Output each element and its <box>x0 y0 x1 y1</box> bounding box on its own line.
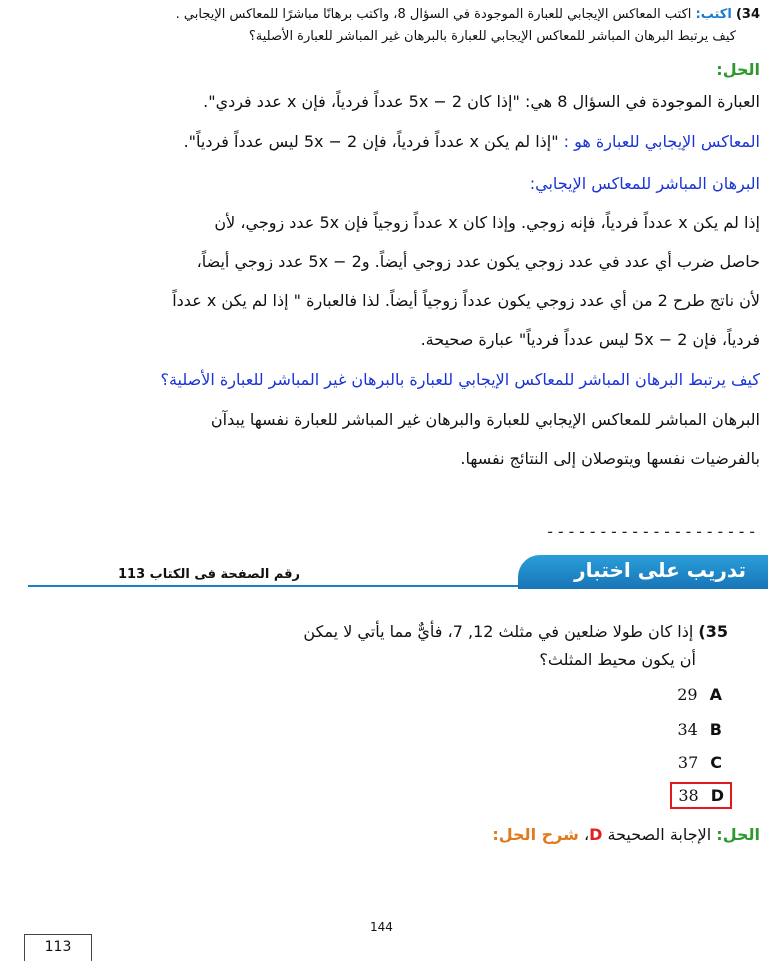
proof-line: حاصل ضرب أي عدد في عدد زوجي يكون عدد زوجي أيضاً. و2 − 5x عدد زوجي أيضاً، <box>196 252 760 271</box>
page-number: 144 <box>370 920 393 934</box>
explanation-label: شرح الحل: <box>492 825 579 844</box>
answer-letter: D <box>589 825 603 844</box>
dashed-divider: -------------------- <box>545 522 758 541</box>
solution-label: الحل: <box>716 60 760 79</box>
contrapositive-statement <box>8 132 760 151</box>
question-35-text: إذا كان طولا ضلعين في مثلث 12, 7، فأيٌّ مما يأتي لا يمكن <box>303 622 694 641</box>
option-letter: B <box>709 720 722 739</box>
question-34-line2: كيف يرتبط البرهان المباشر للمعاكس الإيجابي للعبارة بالبرهان غير المباشر للعبارة الأصلية؟ <box>248 29 736 44</box>
question-34 <box>8 4 760 48</box>
book-page-box: 113 <box>24 934 92 961</box>
original-statement-prefix: العبارة الموجودة في السؤال 8 هي: <box>524 92 760 111</box>
answer-separator: ، <box>583 825 590 844</box>
banner-page-ref: رقم الصفحة فى الكتاب 113 <box>118 567 301 582</box>
option-d-selected[interactable] <box>670 786 732 805</box>
question-number: 35) <box>698 622 728 641</box>
contrapositive-text: "إذا لم يكن x عدداً فردياً، فإن 2 − 5x ليس عدداً فردياً". <box>183 132 559 151</box>
option-c[interactable] <box>622 753 722 772</box>
direct-proof-heading: البرهان المباشر للمعاكس الإيجابي: <box>529 174 760 193</box>
answer-line <box>492 825 760 844</box>
option-b[interactable] <box>622 720 722 739</box>
answer-text: الإجابة الصحيحة <box>607 825 712 844</box>
question-34-line1 <box>8 4 760 26</box>
question-35-line1 <box>168 618 728 646</box>
option-letter: C <box>710 753 722 772</box>
original-statement <box>8 92 760 111</box>
relation-answer-line: البرهان المباشر للمعاكس الإيجابي للعبارة والبرهان غير المباشر للعبارة نفسها يبدآن <box>210 410 760 429</box>
banner-title: تدريب على اختبار <box>574 558 746 582</box>
test-practice-banner <box>28 555 768 589</box>
option-letter: A <box>709 685 722 704</box>
banner-underline <box>28 585 518 587</box>
option-value: 38 <box>678 786 699 805</box>
option-letter: D <box>710 786 724 805</box>
option-a[interactable] <box>622 685 722 704</box>
proof-line: لأن ناتج طرح 2 من أي عدد زوجي يكون عدداً زوجياً أيضاً. لذا فالعبارة " إذا لم يكن x عدداً <box>172 291 760 310</box>
option-value: 37 <box>677 753 699 772</box>
proof-line: فردياً، فإن 2 − 5x ليس عدداً فردياً" عبارة صحيحة. <box>420 330 760 349</box>
question-35-line2: أن يكون محيط المثلث؟ <box>539 650 696 669</box>
contrapositive-prefix: المعاكس الإيجابي للعبارة هو : <box>563 132 760 151</box>
write-keyword: اكتب: <box>695 7 732 22</box>
original-statement-text: "إذا كان 2 − 5x عدداً فردياً، فإن x عدد فردي". <box>203 92 520 111</box>
relation-question: كيف يرتبط البرهان المباشر للمعاكس الإيجابي للعبارة بالبرهان غير المباشر للعبارة الأصلية؟ <box>160 370 760 389</box>
proof-line: إذا لم يكن x عدداً فردياً، فإنه زوجي. وإذا كان x عدداً زوجياً فإن 5x عدد زوجي، لأن <box>214 213 760 232</box>
correct-answer-highlight <box>670 782 732 809</box>
answer-label: الحل: <box>716 825 760 844</box>
question-35 <box>168 618 728 674</box>
option-value: 29 <box>677 685 698 704</box>
option-value: 34 <box>677 720 698 739</box>
question-number: 34) <box>735 7 760 22</box>
relation-answer-line: بالفرضيات نفسها ويتوصلان إلى النتائج نفسها. <box>460 449 760 468</box>
question-34-text: اكتب المعاكس الإيجابي للعبارة الموجودة في السؤال 8، واكتب برهانًا مباشرًا للمعاكس الإيجابي . <box>175 7 692 22</box>
